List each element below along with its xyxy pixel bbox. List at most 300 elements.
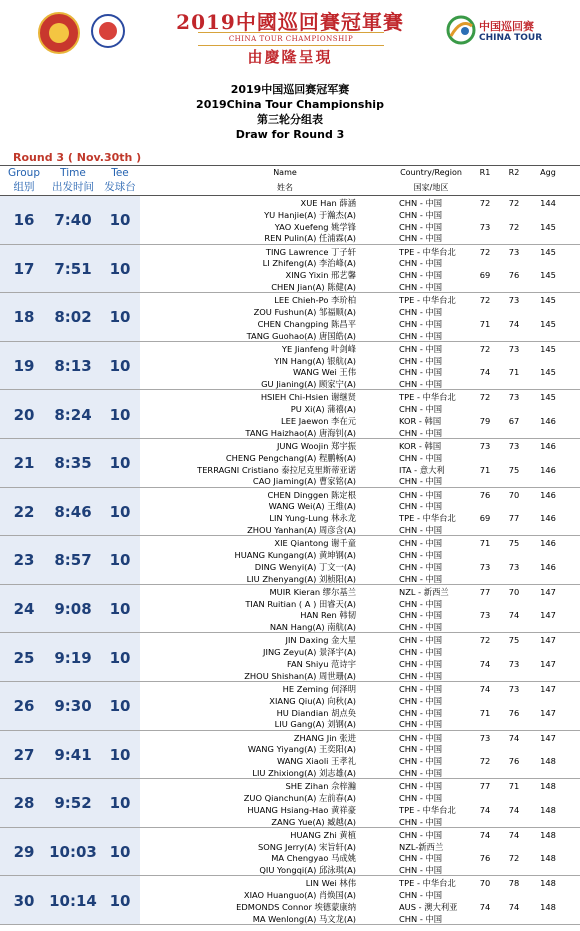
tee-number: 10: [109, 405, 131, 424]
player-name: YE Jianfeng 叶剑峰: [281, 343, 356, 354]
player-country: CHN - 中国: [399, 865, 443, 876]
player-r2: 76: [508, 270, 520, 281]
player-country: CHN - 中国: [399, 198, 443, 208]
player-r2: 72: [508, 853, 520, 864]
player-country: AUS - 澳大利亚: [399, 901, 458, 912]
group-block: [0, 682, 580, 731]
group-block: [0, 779, 580, 828]
player-r2: 74: [508, 829, 520, 840]
player-country: CHN - 中国: [399, 598, 443, 609]
player-country: CHN - 中国: [399, 501, 443, 512]
player-country: CHN - 中国: [399, 476, 443, 487]
player-name: WANG Yiyang(A) 王奕阳(A): [247, 744, 356, 755]
player-agg: 146: [540, 513, 556, 524]
player-country: CHN - 中国: [399, 719, 443, 730]
player-country: NZL-新西兰: [399, 841, 444, 852]
player-row: [0, 913, 580, 925]
player-r2: 73: [508, 684, 520, 694]
player-name: XIE Qiantong 谢千童: [274, 538, 356, 549]
player-r2: 74: [508, 732, 520, 743]
player-row: [0, 475, 580, 487]
china-tour-en: CHINA TOUR: [479, 33, 543, 43]
player-r2: 74: [508, 318, 520, 329]
player-row: [0, 695, 580, 707]
round-label: Round 3 ( Nov.30th ): [13, 151, 142, 164]
col-country: [388, 165, 474, 195]
group-number: 19: [13, 357, 35, 376]
group-number: 29: [13, 843, 35, 862]
player-name: LIU Zhixiong(A) 刘志雄(A): [252, 767, 356, 778]
player-name: TING Lawrence 丁子轩: [265, 246, 356, 257]
group-block: [0, 488, 580, 537]
group-number: 17: [13, 259, 35, 278]
title-cn: 2019中国巡回赛冠军赛: [230, 83, 350, 96]
player-row: [0, 537, 580, 549]
player-r2: 76: [508, 707, 520, 718]
player-country: CHN - 中国: [399, 610, 443, 621]
player-country: CHN - 中国: [399, 890, 443, 901]
player-name: XIANG Qiu(A) 向秋(A): [269, 695, 356, 706]
player-name: LIN Wei 林伟: [305, 878, 356, 889]
player-r2: 78: [508, 878, 520, 889]
player-row: [0, 609, 580, 621]
player-country: CHN - 中国: [399, 538, 443, 549]
player-country: CHN - 中国: [399, 318, 443, 329]
player-row: [0, 732, 580, 744]
player-r1: 76: [479, 489, 491, 500]
player-agg: 145: [540, 343, 556, 354]
group-divider: [0, 924, 580, 925]
tee-number: 10: [109, 843, 131, 862]
tee-number: 10: [109, 357, 131, 376]
player-agg: 145: [540, 270, 556, 281]
player-name: JIN Daxing 金大星: [285, 635, 356, 646]
player-agg: 147: [540, 707, 556, 718]
player-r2: 75: [508, 538, 520, 549]
player-r1: 73: [479, 732, 491, 743]
player-name: TIAN Ruitian ( A ) 田睿天(A): [245, 598, 356, 609]
player-name: FAN Shiyu 范诗宇: [286, 658, 356, 669]
player-row: [0, 549, 580, 561]
document-titles: [0, 82, 580, 142]
player-country: CHN - 中国: [399, 233, 443, 244]
player-country: CHN - 中国: [399, 452, 443, 463]
player-r1: 77: [479, 781, 491, 792]
player-r2: 73: [508, 658, 520, 669]
player-row: [0, 877, 580, 889]
player-agg: 146: [540, 415, 556, 426]
player-r2: 73: [508, 441, 520, 451]
player-country: CHN - 中国: [399, 221, 443, 232]
player-name: TANG Guohao(A) 唐国皓(A): [246, 330, 356, 341]
player-country: CHN - 中国: [399, 635, 443, 646]
player-r2: 71: [508, 781, 520, 792]
player-name: HUANG Zhi 黄植: [290, 829, 356, 840]
group-block: [0, 731, 580, 780]
player-country: CHN - 中国: [399, 756, 443, 767]
player-name: YU Hanjie(A) 于瀚杰(A): [264, 209, 356, 220]
player-row: [0, 221, 580, 233]
tee-time: 10:14: [49, 891, 97, 910]
player-name: ZOU Fushun(A) 邹福顺(A): [253, 306, 356, 317]
player-row: [0, 257, 580, 269]
tee-number: 10: [109, 891, 131, 910]
player-name: PU Xi(A) 蒲禧(A): [290, 404, 356, 415]
player-row: [0, 452, 580, 464]
player-country: CHN - 中国: [399, 658, 443, 669]
tee-number: 10: [109, 454, 131, 473]
player-r1: 72: [479, 392, 491, 403]
player-name: HU Diandian 胡点奂: [276, 707, 356, 718]
player-row: [0, 864, 580, 876]
player-agg: 144: [540, 198, 556, 208]
player-r1: 76: [479, 853, 491, 864]
player-name: NAN Hang(A) 南航(A): [269, 622, 356, 633]
tee-time: 8:57: [54, 551, 92, 570]
player-row: [0, 415, 580, 427]
player-name: HAN Ren 韩韧: [300, 610, 356, 621]
group-number: 16: [13, 211, 35, 230]
player-name: YAO Xuefeng 姚学锋: [274, 221, 356, 232]
col-name: [245, 165, 325, 195]
player-country: CHN - 中国: [399, 767, 443, 778]
player-row: [0, 646, 580, 658]
player-name: JUNG Woojin 郑宇振: [276, 441, 356, 451]
player-row: [0, 718, 580, 730]
player-name: HUANG Kungang(A) 黄坤钢(A): [234, 549, 356, 560]
tee-time: 8:24: [54, 405, 92, 424]
group-number: 20: [13, 405, 35, 424]
player-row: [0, 464, 580, 476]
player-name: CAO Jiaming(A) 曹家铭(A): [252, 476, 356, 487]
event-header: [0, 0, 580, 72]
player-row: [0, 852, 580, 864]
group-block: [0, 245, 580, 294]
group-block: [0, 585, 580, 634]
player-country: CHN - 中国: [399, 427, 443, 438]
player-country: CHN - 中国: [399, 792, 443, 803]
col-time: [44, 166, 102, 194]
player-r1: 77: [479, 586, 491, 597]
player-agg: 145: [540, 392, 556, 403]
player-row: [0, 209, 580, 221]
player-agg: 145: [540, 318, 556, 329]
player-agg: 145: [540, 295, 556, 306]
player-r1: 69: [479, 270, 491, 281]
player-r1: 79: [479, 415, 491, 426]
col-tee-en: Tee: [111, 167, 129, 179]
tour-emblem-icon: [91, 14, 125, 48]
player-country: CHN - 中国: [399, 355, 443, 366]
player-country: CHN - 中国: [399, 622, 443, 633]
tee-number: 10: [109, 502, 131, 521]
group-block: [0, 342, 580, 391]
player-r2: 72: [508, 198, 520, 208]
player-r1: 74: [479, 658, 491, 669]
player-row: [0, 901, 580, 913]
player-r1: 74: [479, 367, 491, 378]
player-name: LI Zhifeng(A) 李治峰(A): [262, 258, 356, 269]
player-agg: 147: [540, 635, 556, 646]
player-name: LIN Yung-Lung 林永龙: [269, 513, 356, 524]
tee-time: 8:02: [54, 308, 92, 327]
table-header: [0, 165, 580, 195]
player-row: [0, 792, 580, 804]
player-agg: 145: [540, 367, 556, 378]
player-r2: 67: [508, 415, 520, 426]
tee-time: 8:13: [54, 357, 92, 376]
tee-number: 10: [109, 745, 131, 764]
tee-time: 7:51: [54, 259, 92, 278]
tee-time: 7:40: [54, 211, 92, 230]
player-agg: 147: [540, 684, 556, 694]
col-group-en: Group: [8, 167, 40, 179]
player-agg: 147: [540, 586, 556, 597]
group-number: 18: [13, 308, 35, 327]
player-row: [0, 378, 580, 390]
player-agg: 147: [540, 610, 556, 621]
col-agg: Agg: [540, 168, 556, 177]
tee-time: 9:52: [54, 794, 92, 813]
player-name: CHEN Changping 陈昌平: [257, 318, 356, 329]
player-country: KOR - 韩国: [399, 415, 442, 426]
group-block: [0, 633, 580, 682]
player-country: CHN - 中国: [399, 404, 443, 415]
player-name: MA Chengyao 马成姚: [271, 853, 356, 864]
player-row: [0, 330, 580, 342]
player-name: LIU Zhenyang(A) 刘桢阳(A): [246, 573, 356, 584]
player-row: [0, 829, 580, 841]
player-r2: 73: [508, 343, 520, 354]
player-row: [0, 804, 580, 816]
player-name: ZHOU Yanhan(A) 周彦含(A): [247, 524, 356, 535]
player-row: [0, 767, 580, 779]
player-name: ZUO Qianchun(A) 左前春(A): [243, 792, 356, 803]
player-country: CHN - 中国: [399, 744, 443, 755]
player-r1: 69: [479, 513, 491, 524]
group-number: 22: [13, 502, 35, 521]
player-name: JING Zeyu(A) 景泽宇(A): [263, 647, 356, 658]
tee-number: 10: [109, 211, 131, 230]
player-row: [0, 355, 580, 367]
player-agg: 148: [540, 901, 556, 912]
title-en: 2019China Tour Championship: [196, 98, 384, 111]
player-r1: 74: [479, 684, 491, 694]
player-r1: 72: [479, 343, 491, 354]
player-name: QIU Yongqi(A) 邱泳琪(A): [259, 865, 356, 876]
player-agg: 148: [540, 829, 556, 840]
player-row: [0, 561, 580, 573]
player-name: DING Wenyi(A) 丁文一(A): [254, 561, 356, 572]
player-r1: 73: [479, 441, 491, 451]
player-country: CHN - 中国: [399, 281, 443, 292]
player-row: [0, 489, 580, 501]
player-agg: 146: [540, 538, 556, 549]
association-logo-icon: [38, 12, 80, 54]
player-agg: 148: [540, 878, 556, 889]
player-country: TPE - 中华台北: [399, 878, 456, 889]
player-row: [0, 403, 580, 415]
player-row: [0, 780, 580, 792]
player-name: WANG Wei(A) 王维(A): [268, 501, 356, 512]
player-agg: 146: [540, 489, 556, 500]
player-country: CHN - 中国: [399, 684, 443, 694]
group-number: 23: [13, 551, 35, 570]
group-number: 28: [13, 794, 35, 813]
col-country-en: Country/Region: [400, 168, 462, 177]
player-r2: 73: [508, 246, 520, 257]
tee-number: 10: [109, 600, 131, 619]
player-r1: 73: [479, 221, 491, 232]
player-row: [0, 440, 580, 452]
player-r2: 73: [508, 392, 520, 403]
group-number: 27: [13, 745, 35, 764]
player-country: CHN - 中国: [399, 270, 443, 281]
player-row: [0, 197, 580, 209]
player-name: LEE Jaewon 李在元: [280, 415, 356, 426]
player-name: TERRAGNI Cristiano 泰拉尼克里斯蒂亚诺: [197, 464, 356, 475]
player-name: WANG Wei 王伟: [292, 367, 356, 378]
player-row: [0, 573, 580, 585]
player-name: HSIEH Chi-Hsien 谢继贤: [260, 392, 356, 403]
col-r2: R2: [508, 168, 520, 177]
player-row: [0, 586, 580, 598]
player-country: CHN - 中国: [399, 209, 443, 220]
player-country: ITA - 意大利: [399, 464, 445, 475]
player-agg: 147: [540, 732, 556, 743]
player-name: YIN Hang(A) 银航(A): [274, 355, 356, 366]
player-name: HE Zeming 何泽明: [282, 684, 356, 694]
player-r2: 70: [508, 586, 520, 597]
player-country: KOR - 韩国: [399, 441, 442, 451]
player-r1: 73: [479, 610, 491, 621]
group-number: 30: [13, 891, 35, 910]
tee-time: 10:03: [49, 843, 97, 862]
player-name: LIU Gang(A) 刘钢(A): [274, 719, 356, 730]
player-country: CHN - 中国: [399, 330, 443, 341]
player-country: CHN - 中国: [399, 573, 443, 584]
player-country: CHN - 中国: [399, 561, 443, 572]
player-name: LEE Chieh-Po 李玠柏: [274, 295, 356, 306]
brand-title: 2019中國巡回賽冠軍賽: [176, 10, 404, 34]
player-r1: 71: [479, 707, 491, 718]
player-r1: 73: [479, 561, 491, 572]
player-name: XING Yixin 邢艺馨: [285, 270, 356, 281]
china-tour-cn: 中国巡回赛: [479, 20, 534, 33]
player-row: [0, 512, 580, 524]
player-r1: 72: [479, 295, 491, 306]
group-block: [0, 293, 580, 342]
player-row: [0, 524, 580, 536]
player-row: [0, 889, 580, 901]
player-r1: 71: [479, 464, 491, 475]
player-agg: 146: [540, 464, 556, 475]
player-row: [0, 598, 580, 610]
player-name: HUANG Hsiang-Hao 黄祥豪: [247, 804, 356, 815]
tee-number: 10: [109, 308, 131, 327]
brand-sponsor: 由慶隆呈現: [247, 48, 333, 66]
player-name: MUIR Kieran 缪尔基兰: [269, 586, 356, 597]
player-r1: 72: [479, 635, 491, 646]
tee-number: 10: [109, 551, 131, 570]
player-r1: 74: [479, 901, 491, 912]
player-country: CHN - 中国: [399, 647, 443, 658]
player-row: [0, 683, 580, 695]
player-country: CHN - 中国: [399, 913, 443, 924]
player-r2: 77: [508, 513, 520, 524]
col-group: [3, 166, 45, 194]
player-row: [0, 841, 580, 853]
player-country: CHN - 中国: [399, 258, 443, 269]
player-name: XUE Han 薛涵: [300, 198, 356, 208]
tee-number: 10: [109, 794, 131, 813]
tee-time: 9:19: [54, 648, 92, 667]
col-country-cn: 国家/地区: [413, 183, 449, 192]
player-agg: 148: [540, 756, 556, 767]
col-name-cn: 姓名: [277, 183, 293, 192]
player-row: [0, 306, 580, 318]
player-country: CHN - 中国: [399, 306, 443, 317]
player-r2: 75: [508, 464, 520, 475]
player-name: WANG Xiaoli 王孝礼: [277, 756, 356, 767]
player-r1: 74: [479, 829, 491, 840]
player-row: [0, 246, 580, 258]
tee-time: 8:46: [54, 502, 92, 521]
player-name: CHEN Dinggen 陈定根: [267, 489, 356, 500]
tee-time: 8:35: [54, 454, 92, 473]
player-r2: 74: [508, 901, 520, 912]
player-r2: 75: [508, 635, 520, 646]
group-block: [0, 536, 580, 585]
china-tour-logo-icon: [445, 14, 477, 46]
player-r2: 70: [508, 489, 520, 500]
draw-title-cn: 第三轮分组表: [257, 113, 323, 126]
col-r1: R1: [479, 168, 491, 177]
player-name: CHEN Jian(A) 陈健(A): [271, 281, 356, 292]
col-time-en: Time: [60, 167, 86, 179]
player-country: CHN - 中国: [399, 732, 443, 743]
player-name: SHE Zihan 佘梓瀚: [285, 781, 356, 792]
player-country: CHN - 中国: [399, 524, 443, 535]
brand-subtitle: CHINA TOUR CHAMPIONSHIP: [198, 32, 384, 46]
player-row: [0, 318, 580, 330]
player-row: [0, 634, 580, 646]
player-row: [0, 707, 580, 719]
group-number: 24: [13, 600, 35, 619]
player-r1: 72: [479, 198, 491, 208]
group-number: 26: [13, 697, 35, 716]
player-country: CHN - 中国: [399, 549, 443, 560]
player-name: GU Jianing(A) 顾家宁(A): [261, 379, 356, 390]
player-row: [0, 232, 580, 244]
player-agg: 148: [540, 853, 556, 864]
player-name: EDMONDS Connor 埃德蒙康纳: [236, 901, 356, 912]
player-r1: 71: [479, 318, 491, 329]
player-row: [0, 269, 580, 281]
player-country: TPE - 中华台北: [399, 513, 456, 524]
col-tee-cn: 发球台: [104, 181, 136, 193]
col-tee: [100, 166, 140, 194]
player-name: REN Pulin(A) 任浦霖(A): [264, 233, 356, 244]
player-r1: 70: [479, 878, 491, 889]
player-country: CHN - 中国: [399, 707, 443, 718]
group-number: 25: [13, 648, 35, 667]
player-agg: 147: [540, 658, 556, 669]
player-country: TPE - 中华台北: [399, 246, 456, 257]
player-country: CHN - 中国: [399, 829, 443, 840]
player-agg: 145: [540, 221, 556, 232]
player-row: [0, 427, 580, 439]
